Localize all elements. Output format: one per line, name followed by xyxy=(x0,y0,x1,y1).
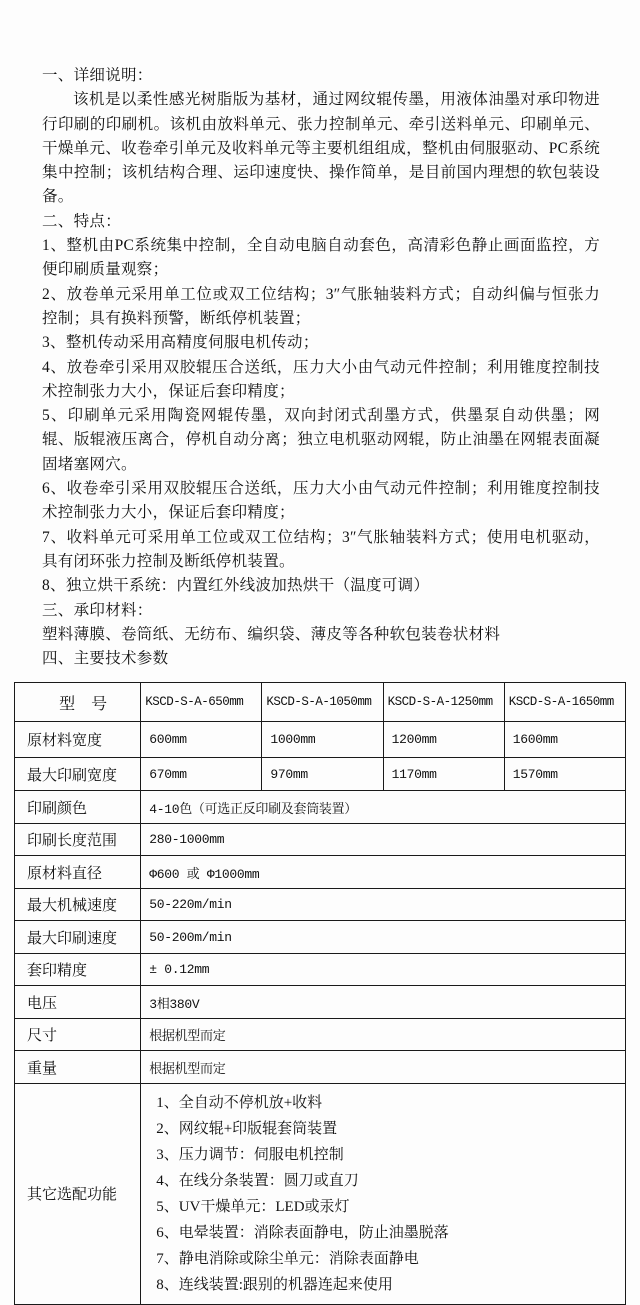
spec-row-label: 原材料宽度 xyxy=(15,722,141,758)
feature-item: 8、独立烘干系统：内置红外线波加热烘干（温度可调） xyxy=(42,577,430,595)
spec-table-row xyxy=(15,986,626,1019)
spec-value: ± 0.12mm xyxy=(141,953,626,986)
spec-row-label: 电压 xyxy=(15,986,141,1019)
spec-value: 970mm xyxy=(262,758,383,791)
feature-item: 2、放卷单元采用单工位或双工位结构；3″气胀轴装料方式；自动纠偏与恒张力控制；具有换料预警，断纸停机装置； xyxy=(42,285,600,327)
spec-value: 50-220m/min xyxy=(141,888,626,921)
spec-table-row xyxy=(15,1018,626,1051)
spec-value: 600mm xyxy=(141,722,262,758)
spec-table-material-width-row xyxy=(15,722,626,758)
spec-value: 根据机型而定 xyxy=(141,1018,626,1051)
feature-item: 3、整机传动采用高精度伺服电机传动； xyxy=(42,334,319,352)
model-name: KSCD-S-A-1050mm xyxy=(262,683,383,722)
spec-table-row xyxy=(15,888,626,921)
options-list xyxy=(141,1083,626,1304)
option-item: 4、在线分条装置：圆刀或直刀 xyxy=(156,1172,359,1189)
spec-row-label: 尺寸 xyxy=(15,1018,141,1051)
spec-table-row xyxy=(15,953,626,986)
spec-row-label: 套印精度 xyxy=(15,953,141,986)
option-item: 3、压力调节：伺服电机控制 xyxy=(156,1146,344,1163)
feature-item: 7、收料单元可采用单工位或双工位结构；3″气胀轴装料方式；使用电机驱动，具有闭环张力控制及断纸停机装置。 xyxy=(42,528,600,570)
section-materials-heading: 三、承印材料： xyxy=(42,601,153,619)
spec-value: 1570mm xyxy=(504,758,625,791)
section-detail-heading: 一、详细说明： xyxy=(42,67,153,84)
spec-row-label: 最大印刷宽度 xyxy=(15,758,141,791)
section-specs-heading: 四、主要技术参数 xyxy=(42,650,169,668)
spec-table-row xyxy=(15,921,626,954)
spec-row-label: 最大机械速度 xyxy=(15,888,141,921)
spec-value: 1600mm xyxy=(504,722,625,758)
options-row-label: 其它选配功能 xyxy=(15,1083,141,1304)
section-materials-paragraph: 塑料薄膜、卷筒纸、无纺布、编织袋、薄皮等各种软包装卷状材料 xyxy=(42,625,501,643)
feature-item: 6、收卷牵引采用双胶辊压合送纸，压力大小由气动元件控制；利用锥度控制技术控制张力大小，保证后套印精度； xyxy=(42,480,600,522)
spec-row-label: 原材料直径 xyxy=(15,856,141,889)
spec-row-label: 最大印刷速度 xyxy=(15,921,141,954)
spec-value: 1000mm xyxy=(262,722,383,758)
spec-value: 1170mm xyxy=(383,758,504,791)
spec-table-row xyxy=(15,823,626,856)
spec-table-row xyxy=(15,856,626,889)
feature-item: 4、放卷牵引采用双胶辊压合送纸，压力大小由气动元件控制；利用锥度控制技术控制张力大小，保证后套印精度； xyxy=(42,358,600,400)
feature-item: 5、印刷单元采用陶瓷网辊传墨，双向封闭式刮墨方式，供墨泵自动供墨；网辊、版辊液压离合，停机自动分离；独立电机驱动网辊，防止油墨在网辊表面凝固堵塞网穴。 xyxy=(42,407,600,473)
option-item: 7、静电消除或除尘单元：消除表面静电 xyxy=(156,1250,419,1267)
option-item: 8、连线装置:跟别的机器连起来使用 xyxy=(156,1276,393,1293)
option-item: 5、UV干燥单元：LED或汞灯 xyxy=(156,1198,350,1215)
spec-row-label: 印刷颜色 xyxy=(15,791,141,824)
option-item: 6、电晕装置：消除表面静电，防止油墨脱落 xyxy=(156,1224,449,1241)
spec-value: 根据机型而定 xyxy=(141,1051,626,1084)
option-item: 2、网纹辊+印版辊套筒装置 xyxy=(156,1120,338,1137)
spec-table-model-row xyxy=(15,683,626,722)
model-name: KSCD-S-A-650mm xyxy=(141,683,262,722)
model-name: KSCD-S-A-1650mm xyxy=(504,683,625,722)
spec-value: 1200mm xyxy=(383,722,504,758)
model-name: KSCD-S-A-1250mm xyxy=(383,683,504,722)
model-row-label: 型 号 xyxy=(15,683,141,722)
spec-row-label: 印刷长度范围 xyxy=(15,823,141,856)
feature-item: 1、整机由PC系统集中控制，全自动电脑自动套色，高清彩色静止画面监控，方便印刷质量观察； xyxy=(42,237,600,279)
spec-value: 280-1000mm xyxy=(141,823,626,856)
spec-value: 3相380V xyxy=(141,986,626,1019)
spec-table-options-row xyxy=(15,1083,626,1304)
section-detail-paragraph: 该机是以柔性感光树脂版为基材，通过网纹辊传墨，用液体油墨对承印物进行印刷的印刷机。该机由放料单元、张力控制单元、牵引送料单元、印刷单元、干燥单元、收卷牵引单元及收料单元等主要机组组成，整机由伺服驱动、PC系统集中控制；该机结构合理、运印速度快、操作简单，是目前国内理想的软包装设备。 xyxy=(42,91,600,206)
spec-table-row xyxy=(15,1051,626,1084)
spec-value: 670mm xyxy=(141,758,262,791)
spec-value: 50-200m/min xyxy=(141,921,626,954)
spec-table-print-width-row xyxy=(15,758,626,791)
spec-value: Φ600 或 Φ1000mm xyxy=(141,856,626,889)
option-item: 1、全自动不停机放+收料 xyxy=(156,1094,323,1111)
spec-row-label: 重量 xyxy=(15,1051,141,1084)
spec-value: 4-10色（可选正反印刷及套筒装置） xyxy=(141,791,626,824)
spec-table xyxy=(14,682,626,1305)
section-features-heading: 二、特点： xyxy=(42,212,122,230)
spec-table-row xyxy=(15,791,626,824)
